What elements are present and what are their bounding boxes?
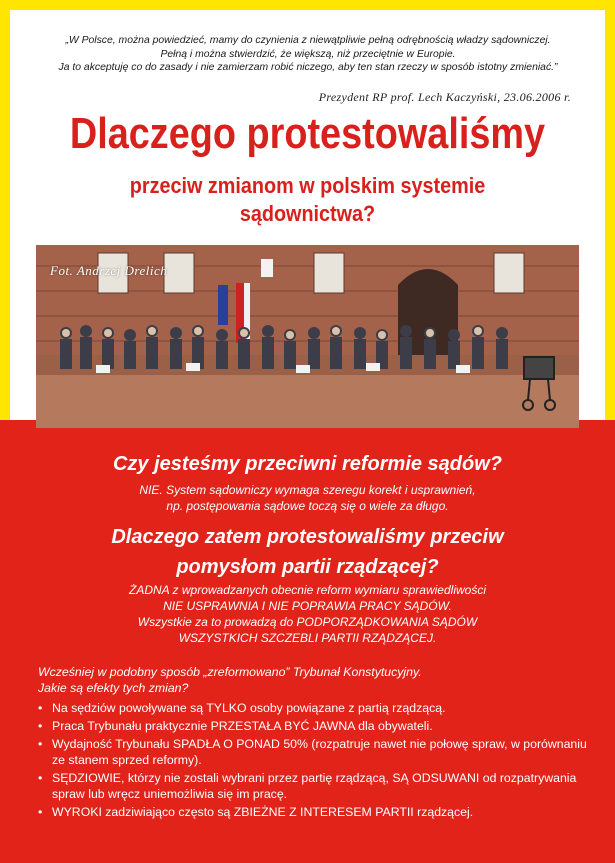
bullet-icon: • (38, 719, 43, 733)
list-item (38, 736, 598, 768)
answer-line: np. postępowania sądowe toczą się o wiele za długo. (166, 499, 449, 513)
president-quote (28, 34, 588, 75)
quote-line: „W Polsce, można powiedzieć, mamy do czynienia z niewątpliwie pełną odrębnością władzy sądowniczej. (65, 35, 551, 46)
list-item-text: Praca Trybunału praktycznie PRZESTAŁA BYĆ JAWNA dla obywateli. (52, 719, 433, 733)
answer-line: Wszystkie za to prowadzą do PODPORZĄDKOWANIA SĄDÓW (137, 615, 478, 629)
answer-text (0, 482, 615, 514)
bullet-icon: • (38, 805, 43, 819)
list-item-text: Wydajność Trybunału SPADŁA O PONAD 50% (rozpatruje nawet nie połowę spraw, w porównaniu ze stanem sprzed reformy). (52, 737, 587, 767)
intro-line: Jakie są efekty tych zmian? (38, 681, 189, 695)
effects-intro (38, 664, 598, 696)
list-item-text: SĘDZIOWIE, którzy nie zostali wybrani przez partię rządzącą, SĄ ODSUWANI od rozpatrywania spraw lub wręcz uniemożliwia się im pracę. (52, 771, 577, 801)
photo-credit: Fot. Andrzej Drelich (50, 263, 168, 278)
quote-line: Ja to akceptuję co do zasady i nie zamierzam robić niczego, aby ten stan rzeczy w sposób istotny zmieniać.” (58, 62, 558, 73)
list-item-text: WYROKI zadziwiająco często są ZBIEŻNE Z INTERESEM PARTII rządzącej. (52, 805, 474, 819)
list-item (38, 770, 598, 802)
subtitle-line: przeciw zmianom w polskim systemie (129, 173, 486, 198)
subtitle-line: sądownictwa? (239, 201, 376, 226)
answer-line: NIE USPRAWNIA I NIE POPRAWIA PRACY SĄDÓW. (163, 599, 452, 613)
list-item (38, 700, 598, 716)
protest-group-photo (36, 245, 579, 428)
list-item (38, 804, 598, 820)
intro-line: Wcześniej w podobny sposób „zreformowano” Trybunał Konstytucyjny. (38, 665, 422, 679)
question-heading: Czy jesteśmy przeciwni reformie sądów? (112, 453, 503, 475)
answer-line: NIE. System sądowniczy wymaga szeregu korekt i usprawnień, (139, 483, 476, 497)
quote-line: Pełną i można stwierdzić, że większą, niż przeciętnie w Europie. (160, 48, 456, 60)
quote-attribution: Prezydent RP prof. Lech Kaczyński, 23.06.2006 r. (318, 90, 571, 104)
bullet-icon: • (38, 737, 43, 751)
answer-line: ŻADNA z wprowadzanych obecnie reform wymiaru sprawiedliwości (128, 583, 486, 597)
bullet-icon: • (38, 771, 43, 785)
question-line: pomysłom partii rządzącej? (176, 556, 439, 578)
subtitle (31, 172, 585, 228)
answer-text (0, 582, 615, 646)
question-heading (0, 522, 615, 582)
list-item (38, 718, 598, 734)
list-item-text: Na sędziów powoływane są TYLKO osoby powiązane z partią rządzącą. (52, 701, 446, 715)
effects-list (38, 700, 598, 822)
answer-line: WSZYSTKICH SZCZEBLI PARTII RZĄDZĄCEJ. (178, 631, 437, 645)
main-title: Dlaczego protestowaliśmy (69, 109, 546, 158)
question-line: Dlaczego zatem protestowaliśmy przeciw (111, 526, 504, 548)
bullet-icon: • (38, 701, 43, 715)
